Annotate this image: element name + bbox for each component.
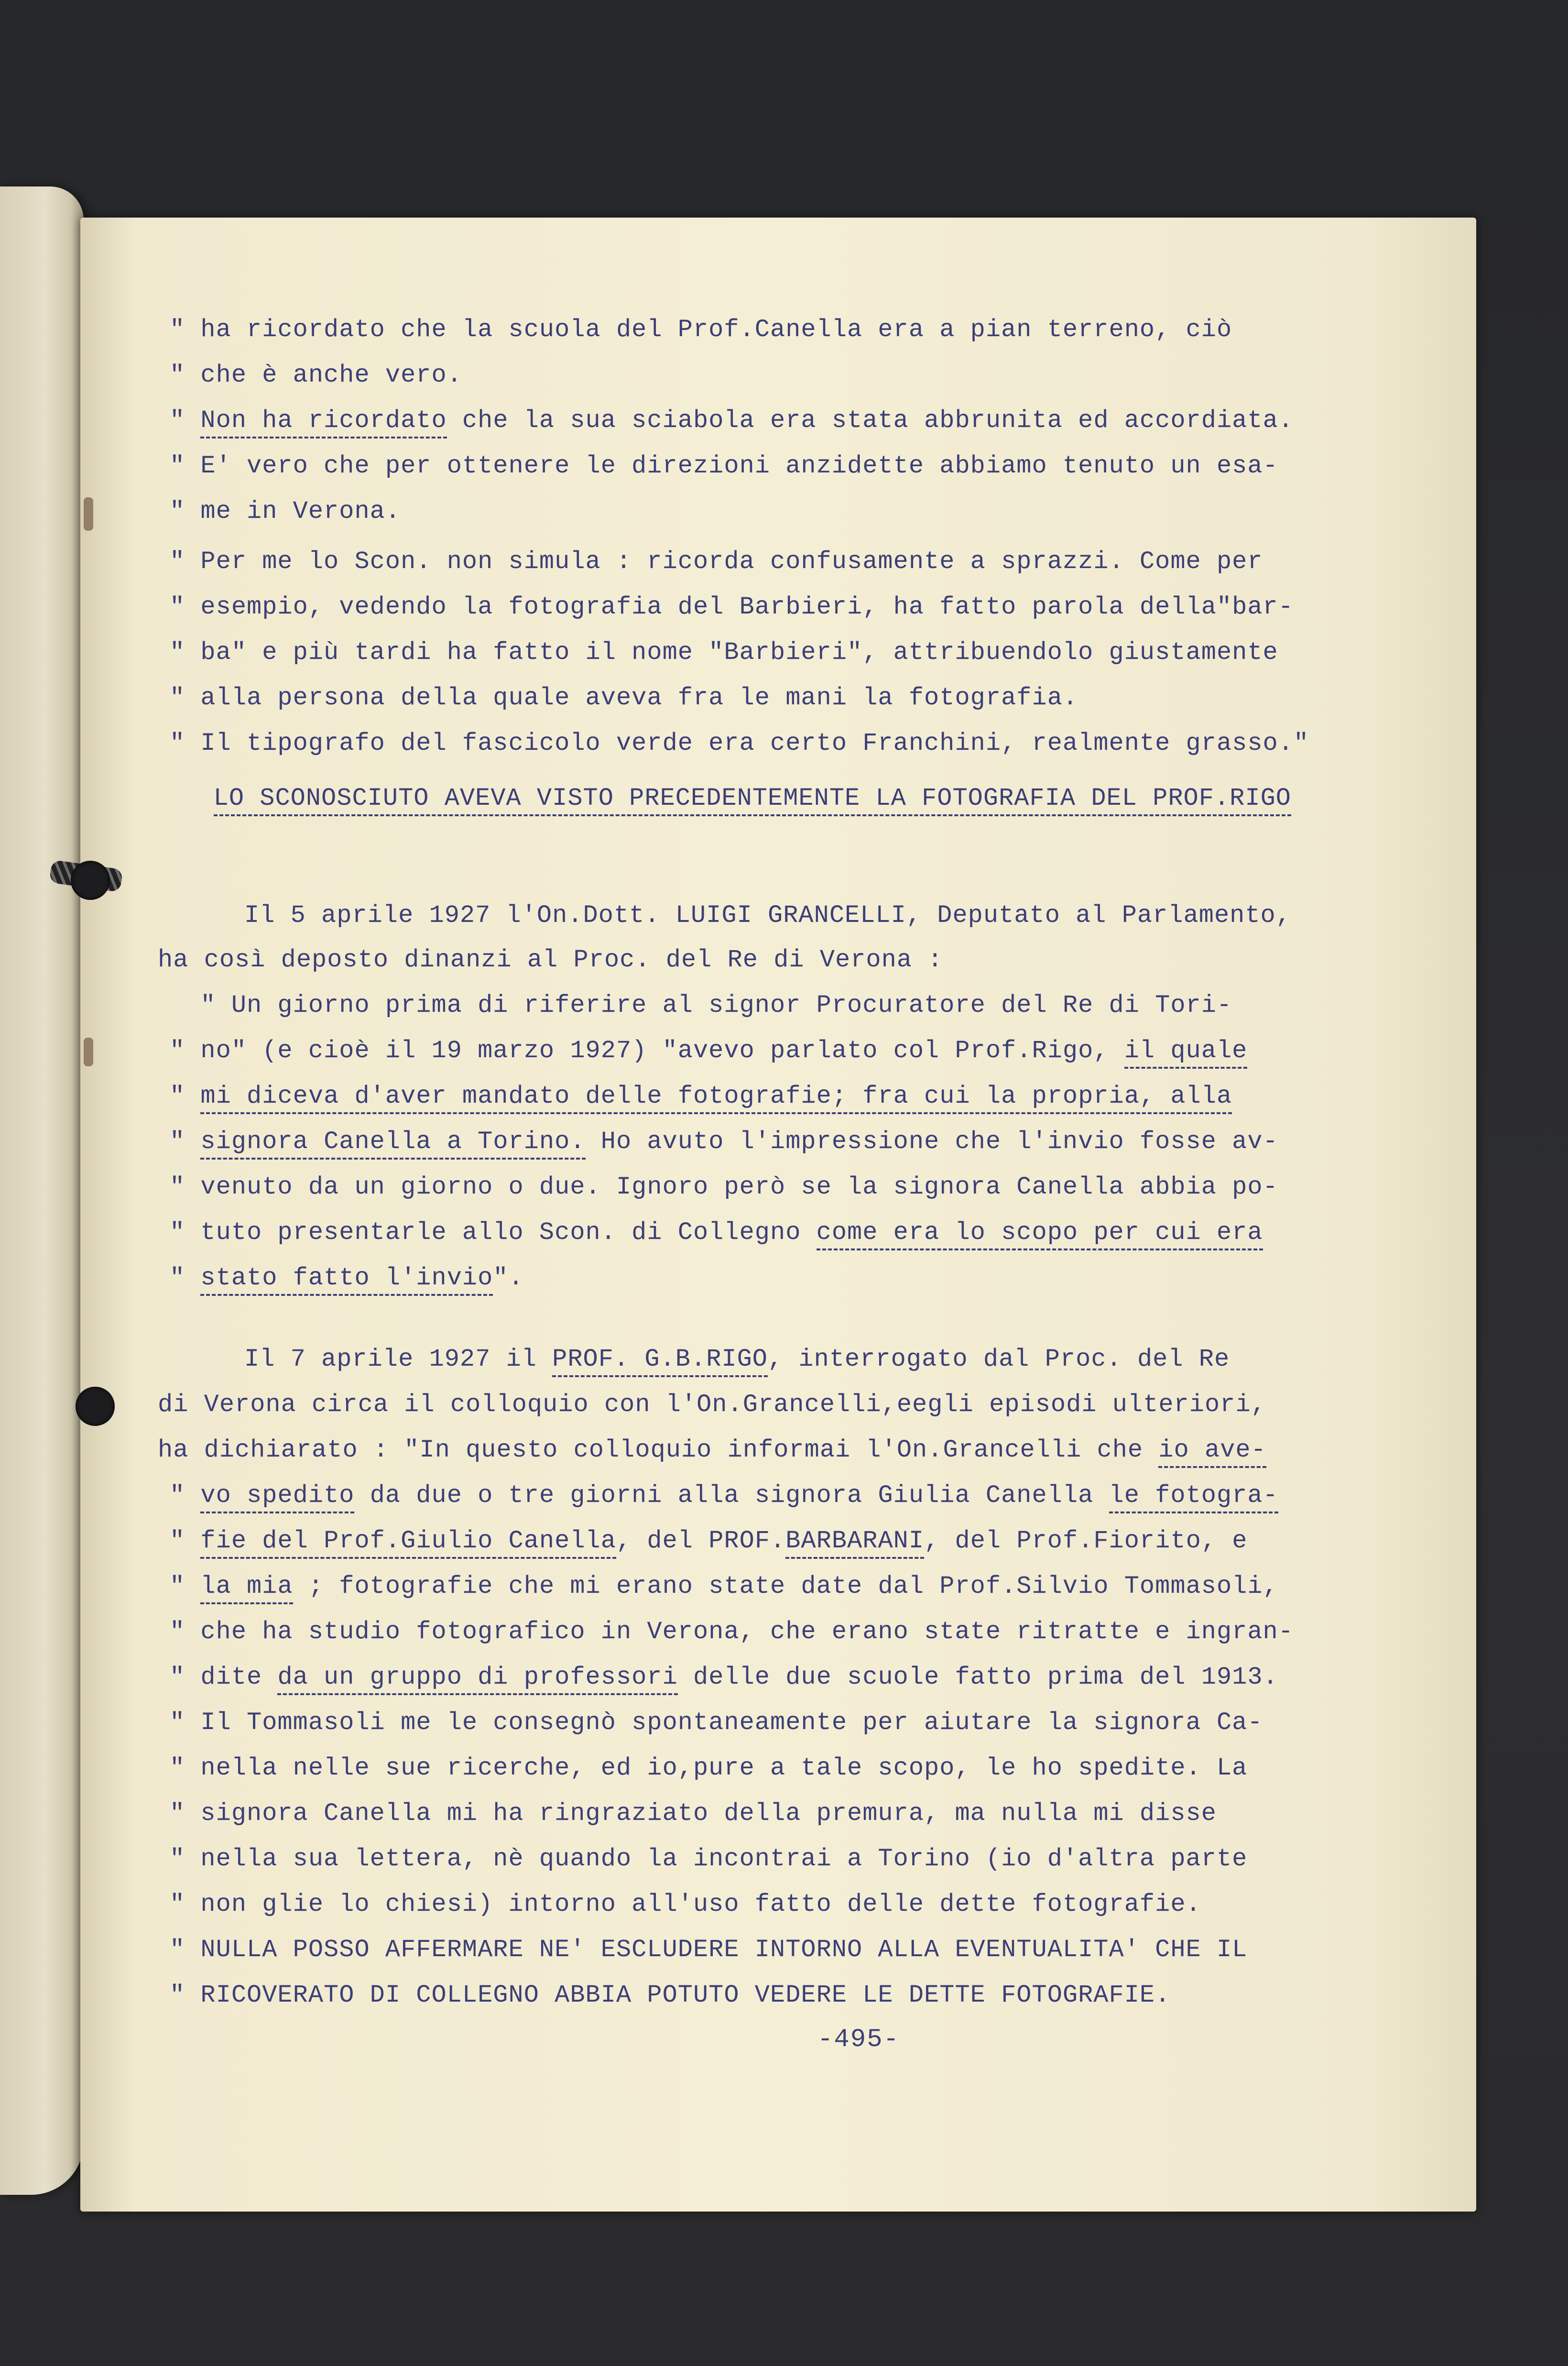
text-segment: " esempio, vedendo la fotografia del Barbieri, ha fatto parola della"bar-: [170, 593, 1294, 621]
underlined-text: vo spedito: [200, 1481, 354, 1513]
text-segment: " NULLA POSSO AFFERMARE NE' ESCLUDERE INTORNO ALLA EVENTUALITA' CHE IL: [170, 1936, 1248, 1964]
text-segment: " ha ricordato che la scuola del Prof.Canella era a pian terreno, ciò: [170, 316, 1232, 344]
text-segment: " RICOVERATO DI COLLEGNO ABBIA POTUTO VEDERE LE DETTE FOTOGRAFIE.: [170, 1981, 1171, 2009]
underlined-text: le fotogra-: [1109, 1481, 1278, 1513]
text-segment: ".: [493, 1264, 524, 1292]
text-segment: ": [170, 1082, 201, 1110]
text-line: [170, 1754, 1247, 1785]
text-segment: " che ha studio fotografico in Verona, che erano state ritratte e ingran-: [170, 1618, 1294, 1646]
text-line: [170, 1709, 1263, 1739]
text-segment: " Per me lo Scon. non simula : ricorda confusamente a sprazzi. Come per: [170, 548, 1263, 576]
underlined-text: da un gruppo di professori: [277, 1663, 677, 1695]
ink-smudge: [84, 497, 93, 531]
text-segment: " nella sua lettera, nè quando la incontrai a Torino (io d'altra parte: [170, 1845, 1248, 1873]
text-line: [158, 1436, 1266, 1467]
text-segment: " E' vero che per ottenere le direzioni anzidette abbiamo tenuto un esa-: [170, 452, 1278, 480]
document-body: [158, 316, 1437, 2037]
text-segment: " tuto presentarle allo Scon. di Collegno: [170, 1218, 817, 1247]
text-line: [170, 684, 1078, 714]
text-line: [170, 1481, 1278, 1512]
text-segment: " ba" e più tardi ha fatto il nome "Barbieri", attribuendolo giustamente: [170, 638, 1278, 667]
underlined-text: la mia: [200, 1572, 293, 1604]
previous-page-edge: [0, 186, 84, 2195]
text-line: [158, 1391, 1266, 1421]
text-line: [170, 1936, 1247, 1966]
text-segment: " Il Tommasoli me le consegnò spontaneamente per aiutare la signora Ca-: [170, 1709, 1263, 1737]
text-segment: ": [170, 1527, 201, 1555]
text-line: [170, 638, 1278, 669]
text-line: [170, 548, 1263, 578]
text-segment: " nella nelle sue ricerche, ed io,pure a tale scopo, le ho spedite. La: [170, 1754, 1248, 1782]
text-line: [170, 729, 1309, 760]
text-segment: ; fotografie che mi erano state date dal Prof.Silvio Tommasoli,: [293, 1572, 1278, 1600]
text-segment: " venuto da un giorno o due. Ignoro però se la signora Canella abbia po-: [170, 1173, 1278, 1201]
text-segment: Il 5 aprile 1927 l'On.Dott. LUIGI GRANCELLI, Deputato al Parlamento,: [167, 901, 1291, 930]
text-line: [170, 1845, 1247, 1875]
text-segment: " che è anche vero.: [170, 361, 462, 389]
binding-hole-lower: [76, 1387, 115, 1426]
text-segment: " signora Canella mi ha ringraziato della premura, ma nulla mi disse: [170, 1799, 1217, 1828]
text-line: [170, 1527, 1247, 1557]
text-segment: ": [170, 1481, 201, 1510]
underlined-text: come era lo scopo per cui era: [817, 1218, 1263, 1250]
text-segment: ha così deposto dinanzi al Proc. del Re di Verona :: [158, 946, 943, 974]
text-segment: di Verona circa il colloquio con l'On.Grancelli,eegli episodi ulteriori,: [158, 1391, 1266, 1419]
text-line: [170, 1037, 1247, 1067]
text-segment: " non glie lo chiesi) intorno all'uso fatto delle dette fotografie.: [170, 1890, 1201, 1918]
underlined-text: mi diceva d'aver mandato delle fotografie; fra cui la propria, alla: [200, 1082, 1232, 1114]
underlined-text: PROF. G.B.RIGO: [552, 1345, 768, 1377]
underlined-text: signora Canella a Torino.: [200, 1128, 585, 1160]
text-line: [170, 1082, 1232, 1113]
text-segment: " dite: [170, 1663, 278, 1691]
text-segment: ": [170, 1128, 201, 1156]
text-segment: " Un giorno prima di riferire al signor Procuratore del Re di Tori-: [170, 991, 1232, 1019]
text-segment: [167, 784, 214, 812]
text-line: [170, 593, 1294, 624]
underlined-text: BARBARANI: [785, 1527, 924, 1559]
text-segment: Il 7 aprile 1927 il: [167, 1345, 553, 1373]
text-line: [170, 361, 462, 392]
text-line: [170, 497, 401, 528]
text-line: [158, 946, 943, 976]
text-line: [170, 991, 1232, 1022]
text-line: [167, 784, 1291, 815]
text-segment: " no" (e cioè il 19 marzo 1927) "avevo parlato col Prof.Rigo,: [170, 1037, 1124, 1065]
text-line: [170, 1663, 1278, 1694]
text-segment: ha dichiarato : "In questo colloquio informai l'On.Grancelli che: [158, 1436, 1159, 1464]
text-segment: delle due scuole fatto prima del 1913.: [677, 1663, 1278, 1691]
text-segment: ": [170, 1572, 201, 1600]
text-line: [170, 406, 1294, 437]
text-segment: che la sua sciabola era stata abbrunita ed accordiata.: [446, 406, 1294, 435]
text-line: [170, 316, 1232, 346]
text-line: [170, 452, 1278, 482]
text-segment: " alla persona della quale aveva fra le mani la fotografia.: [170, 684, 1078, 712]
underlined-text: io ave-: [1158, 1436, 1266, 1468]
text-line: [170, 1618, 1294, 1648]
text-line: [170, 1890, 1201, 1921]
text-line: [170, 1128, 1278, 1158]
underlined-text: LO SCONOSCIUTO AVEVA VISTO PRECEDENTEMENTE LA FOTOGRAFIA DEL PROF.RIGO: [214, 784, 1291, 816]
page-number: -495-: [817, 2025, 900, 2054]
text-line: [170, 1981, 1170, 2012]
underlined-text: stato fatto l'invio: [200, 1264, 493, 1296]
underlined-text: il quale: [1124, 1037, 1248, 1069]
underlined-text: fie del Prof.Giulio Canella: [200, 1527, 616, 1559]
text-segment: , interrogato dal Proc. del Re: [768, 1345, 1230, 1373]
text-segment: " Il tipografo del fascicolo verde era certo Franchini, realmente grasso.": [170, 729, 1309, 757]
underlined-text: Non ha ricordato: [200, 406, 446, 438]
text-segment: Ho avuto l'impressione che l'invio fosse av-: [585, 1128, 1278, 1156]
binding-hole-upper: [71, 861, 110, 900]
text-line: [170, 1799, 1217, 1830]
text-segment: " me in Verona.: [170, 497, 401, 526]
text-line: [170, 1218, 1263, 1249]
text-line: [170, 1572, 1278, 1603]
text-segment: da due o tre giorni alla signora Giulia Canella: [354, 1481, 1109, 1510]
text-line: [167, 1345, 1230, 1376]
text-line: [170, 1173, 1278, 1204]
ink-smudge: [84, 1038, 93, 1066]
text-segment: , del Prof.Fiorito, e: [924, 1527, 1248, 1555]
text-line: [170, 1264, 524, 1294]
text-segment: ": [170, 1264, 201, 1292]
text-line: [167, 901, 1291, 932]
text-segment: , del PROF.: [616, 1527, 786, 1555]
text-segment: ": [170, 406, 201, 435]
